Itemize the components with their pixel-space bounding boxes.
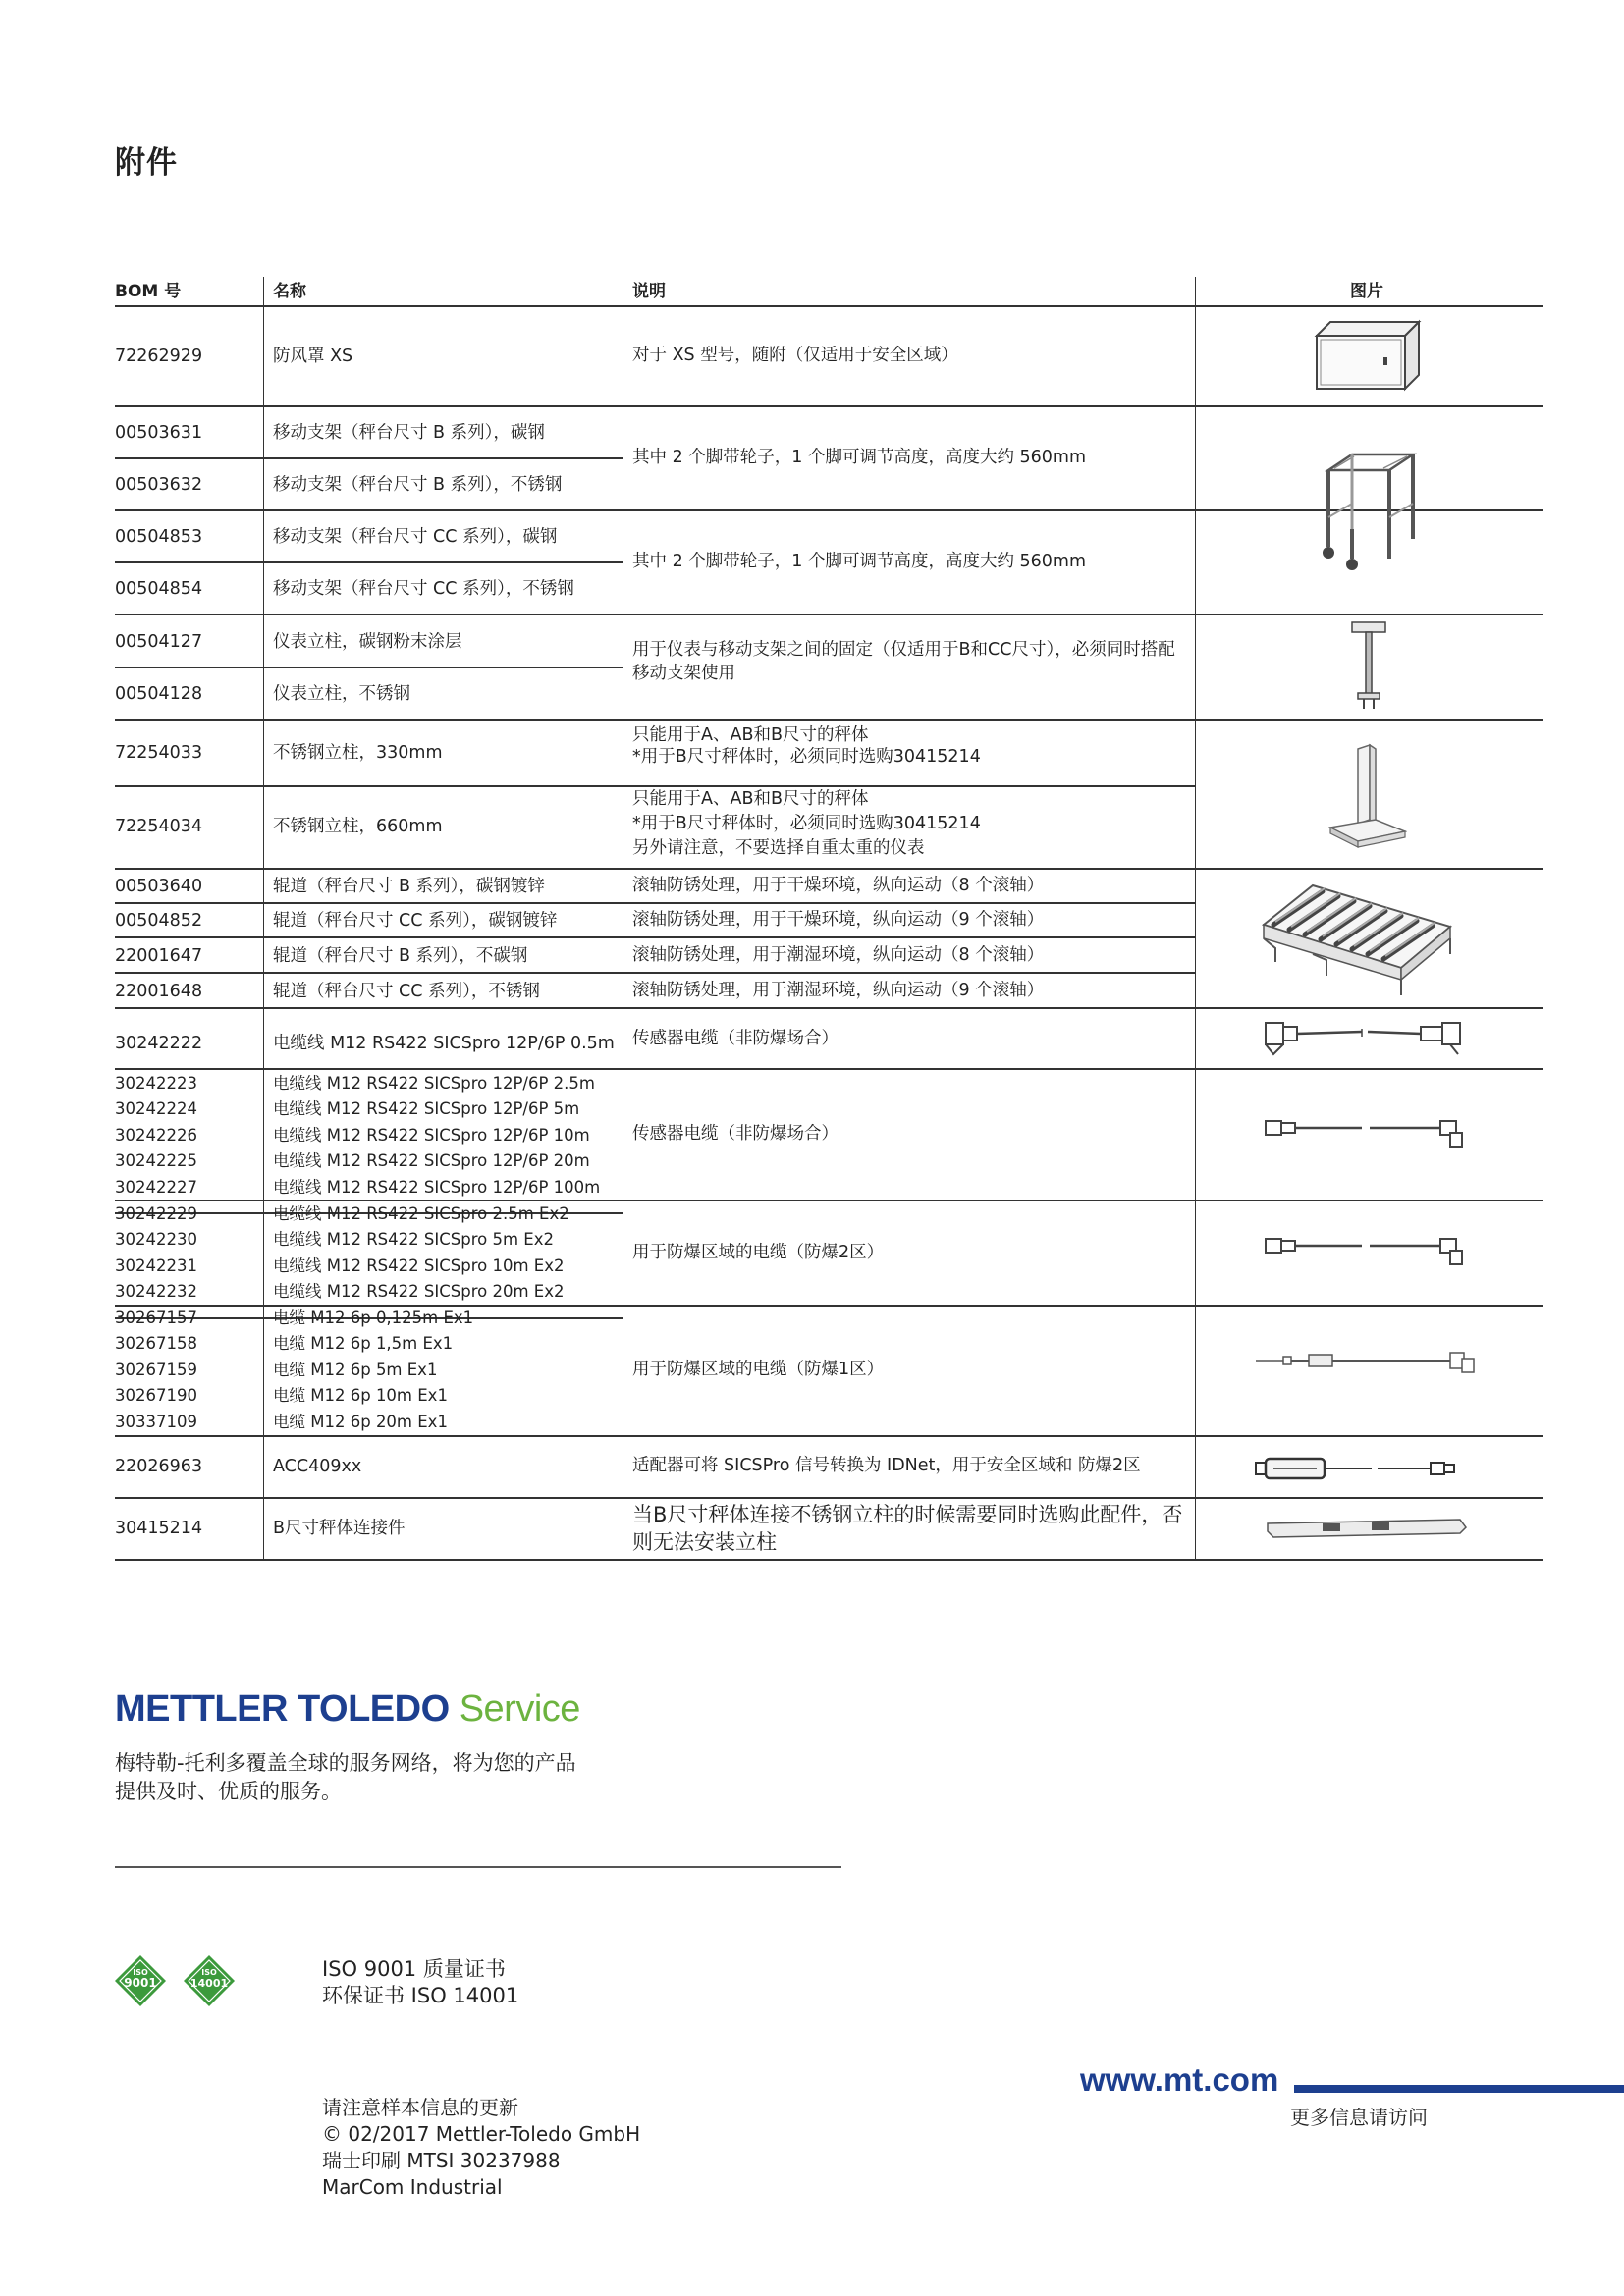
bom-number: 30242222 [115,1034,203,1053]
bom-number: 00504852 [115,911,203,931]
footer-line: MarCom Industrial [322,2175,503,2199]
brand-service: Service [459,1688,580,1730]
bom-number: 30242231 [115,1256,197,1275]
item-name: 电缆线 M12 RS422 SICSpro 20m Ex2 [273,1282,565,1301]
bom-number: 22001647 [115,946,203,966]
row-divider [115,1305,1543,1307]
bom-number: 30242225 [115,1151,197,1170]
iso-label: ISO [201,1968,217,1977]
cable-image [1264,1229,1470,1268]
bom-number: 00504853 [115,527,203,547]
bom-number: 30267158 [115,1334,197,1353]
item-description: 对于 XS 型号，随附（仅适用于安全区域） [632,346,958,365]
item-description: 用于防爆区域的电缆（防爆2区） [632,1243,885,1262]
description-line: *用于B尺寸秤体时，必须同时选购30415214 [632,814,981,833]
row-divider [115,1068,1543,1070]
row-divider [115,561,623,563]
cable-image [1264,1111,1470,1150]
item-name: 电缆线 M12 RS422 SICSpro 12P/6P 10m [273,1126,590,1145]
row-divider [115,667,623,668]
adapter-image [1254,1453,1470,1484]
description-line: *用于B尺寸秤体时，必须同时选购30415214 [632,747,981,767]
bom-number: 22026963 [115,1457,203,1476]
item-name: 辊道（秤台尺寸 B 系列），不碳钢 [273,946,528,966]
header-pic: 图片 [1350,282,1383,301]
bom-number: 30267190 [115,1386,197,1405]
row-divider [115,1007,1543,1009]
description-line: 只能用于A、AB和B尺寸的秤体 [632,725,869,745]
row-divider [115,1200,1543,1201]
bom-number: 30242224 [115,1099,197,1118]
item-description: 滚轴防锈处理，用于干燥环境，纵向运动（9 个滚轴） [632,910,1045,930]
bom-number: 30242230 [115,1230,197,1249]
row-divider [115,405,1543,407]
bom-number: 00504854 [115,579,203,599]
item-description: 其中 2 个脚带轮子，1 个脚可调节高度，高度大约 560mm [632,552,1087,571]
item-name: 移动支架（秤台尺寸 CC 系列），碳钢 [273,527,558,547]
indicator-column-image [1344,620,1393,711]
item-name: 辊道（秤台尺寸 B 系列），碳钢镀锌 [273,877,545,896]
bom-number: 00503631 [115,423,203,443]
cable-image [1254,1345,1489,1378]
header-desc: 说明 [632,282,666,301]
iso-14001-number: 14001 [189,1977,229,1990]
column-divider [1195,277,1196,1561]
item-description: 滚轴防锈处理，用于潮湿环境，纵向运动（8 个滚轴） [632,945,1045,965]
item-description: 传感器电缆（非防爆场合） [632,1029,839,1048]
item-name: 电缆 M12 6p 1,5m Ex1 [273,1334,454,1353]
service-line: 提供及时、优质的服务。 [115,1780,342,1803]
row-divider [115,936,1195,938]
more-info-text: 更多信息请访问 [1290,2106,1428,2129]
bom-number: 22001648 [115,982,203,1001]
cert-line: ISO 9001 质量证书 [322,1957,506,1981]
iso-9001-number: 9001 [124,1976,157,1990]
item-name: 移动支架（秤台尺寸 B 系列），碳钢 [273,423,545,443]
item-name: 移动支架（秤台尺寸 CC 系列），不锈钢 [273,579,574,599]
bom-number: 30242223 [115,1074,197,1093]
footer-info [322,2095,640,2201]
row-divider [115,972,1195,974]
row-divider [115,719,1543,721]
iso-label: ISO [133,1968,148,1977]
bom-number: 30267159 [115,1361,197,1379]
cert-line: 环保证书 ISO 14001 [322,1984,519,2007]
website-link[interactable]: www.mt.com [1080,2061,1279,2098]
bom-number: 00503640 [115,877,203,896]
bom-number: 30242232 [115,1282,197,1301]
description-line: 只能用于A、AB和B尺寸的秤体 [632,789,869,809]
column-divider [263,277,264,1561]
service-text [115,1749,576,1806]
footer-line: 请注意样本信息的更新 [322,2096,518,2119]
item-description: 当B尺寸秤体连接不锈钢立柱的时候需要同时选购此配件，否则无法安装立柱 [632,1503,1183,1554]
item-name: 电缆线 M12 RS422 SICSpro 12P/6P 2.5m [273,1074,595,1093]
bom-number: 30242227 [115,1178,197,1197]
page-title: 附件 [115,145,178,181]
item-name: 电缆线 M12 RS422 SICSpro 12P/6P 0.5m [273,1034,615,1053]
item-name: ACC409xx [273,1457,362,1476]
item-description [632,724,1187,768]
mobile-stand-image [1315,449,1423,574]
item-name: 仪表立柱，碳钢粉末涂层 [273,632,462,652]
bom-number: 30242229 [115,1204,197,1223]
item-name: 电缆线 M12 RS422 SICSpro 5m Ex2 [273,1230,554,1249]
item-name: 辊道（秤台尺寸 CC 系列），不锈钢 [273,982,540,1001]
stainless-column-image [1328,743,1407,851]
item-name: 电缆 M12 6p 20m Ex1 [273,1413,448,1431]
item-description: 传感器电缆（非防爆场合） [632,1124,839,1144]
item-name: 电缆 M12 6p 5m Ex1 [273,1361,438,1379]
bom-number: 00503632 [115,475,203,495]
item-description: 用于仪表与移动支架之间的固定（仅适用于B和CC尺寸），必须同时搭配移动支架使用 [632,640,1175,683]
bom-number: 30415214 [115,1519,203,1538]
item-description: 滚轴防锈处理，用于潮湿环境，纵向运动（9 个滚轴） [632,981,1045,1000]
bom-number: 30337109 [115,1413,197,1431]
item-description: 滚轴防锈处理，用于干燥环境，纵向运动（8 个滚轴） [632,876,1045,895]
iso-9001-badge [113,1953,168,2008]
item-name: 电缆 M12 6p 0,125m Ex1 [273,1308,474,1327]
item-name: 电缆线 M12 RS422 SICSpro 12P/6P 5m [273,1099,580,1118]
item-name: 电缆线 M12 RS422 SICSpro 12P/6P 100m [273,1178,601,1197]
header-bom: BOM 号 [115,282,182,301]
item-name: 电缆线 M12 RS422 SICSpro 12P/6P 20m [273,1151,590,1170]
bom-number: 72262929 [115,347,203,366]
row-divider [115,305,1543,307]
cable-image [1264,1015,1470,1058]
item-name: 移动支架（秤台尺寸 B 系列），不锈钢 [273,475,563,495]
brand-logo [115,1688,580,1731]
bom-number: 72254034 [115,817,203,836]
row-divider [115,868,1543,870]
connector-part-image [1264,1516,1470,1541]
roller-conveyor-image [1254,878,1460,1007]
item-name: 电缆线 M12 RS422 SICSpro 2.5m Ex2 [273,1204,569,1223]
footer-line: © 02/2017 Mettler-Toledo GmbH [322,2122,641,2146]
description-line: 另外请注意，不要选择自重太重的仪表 [632,838,925,858]
item-name: 不锈钢立柱，660mm [273,817,443,836]
item-description: 适配器可将 SICSPro 信号转换为 IDNet，用于安全区域和 防爆2区 [632,1456,1141,1475]
certificates [322,1956,518,2009]
item-name: 仪表立柱，不锈钢 [273,684,410,704]
draft-shield-image [1311,318,1425,393]
bom-number: 30267157 [115,1308,197,1327]
item-name: 电缆 M12 6p 10m Ex1 [273,1386,448,1405]
item-description [632,787,1187,861]
item-name: 不锈钢立柱，330mm [273,743,443,763]
row-divider [115,457,623,459]
item-name: 电缆线 M12 RS422 SICSpro 10m Ex2 [273,1256,565,1275]
row-divider [115,1497,1543,1499]
bom-number: 30242226 [115,1126,197,1145]
iso-14001-badge [182,1953,237,2008]
header-name: 名称 [273,282,306,301]
brand-name: METTLER TOLEDO [115,1688,450,1730]
item-name: 辊道（秤台尺寸 CC 系列），碳钢镀锌 [273,911,558,931]
url-bar [1294,2085,1624,2093]
item-name: 防风罩 XS [273,347,353,366]
bom-number: 00504128 [115,684,203,704]
bom-number: 00504127 [115,632,203,652]
row-divider [115,614,1543,615]
footer-line: 瑞士印刷 MTSI 30237988 [322,2149,561,2172]
item-description: 其中 2 个脚带轮子，1 个脚可调节高度，高度大约 560mm [632,448,1087,467]
row-divider [115,1559,1543,1561]
row-divider [115,902,1195,904]
divider [115,1866,841,1868]
item-name: B尺寸秤体连接件 [273,1519,406,1538]
row-divider [115,1435,1543,1437]
bom-number: 72254033 [115,743,203,763]
item-description: 用于防爆区域的电缆（防爆1区） [632,1360,885,1379]
service-line: 梅特勒-托利多覆盖全球的服务网络，将为您的产品 [115,1751,576,1775]
